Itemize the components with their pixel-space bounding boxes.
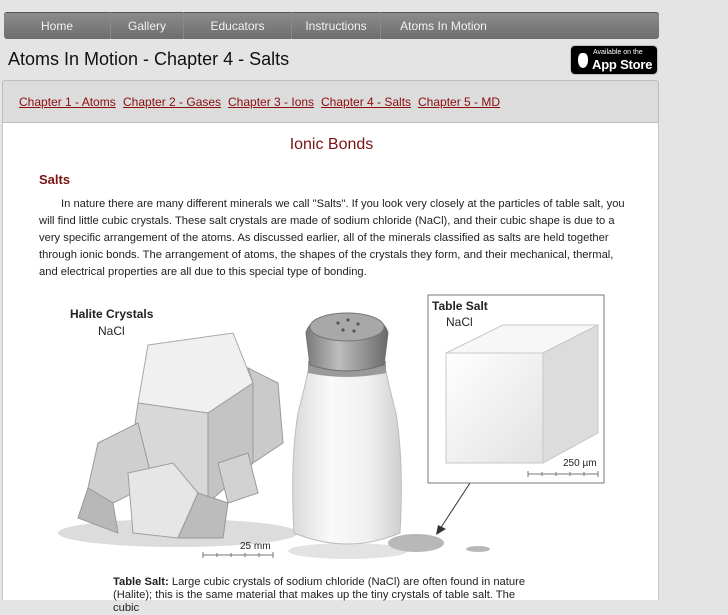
halite-scale-label: 25 mm (240, 541, 271, 552)
apple-icon (578, 53, 588, 68)
figure-caption (113, 576, 543, 615)
nav-instructions[interactable]: Instructions (292, 12, 381, 39)
subhead-salts: Salts (39, 172, 71, 187)
app-store-badge[interactable] (570, 45, 658, 75)
top-nav (4, 12, 659, 39)
halite-scale-bar (203, 552, 273, 558)
nav-educators[interactable]: Educators (184, 12, 292, 39)
content-panel (2, 123, 659, 614)
app-store-line2: App Store (592, 57, 653, 72)
caption-text: Large cubic crystals of sodium chloride (NaCl) are often found in nature (Halite); this is the same material that makes up the tiny crystals of table salt. The cubic (113, 576, 526, 614)
page-title: Atoms In Motion - Chapter 4 - Salts (8, 49, 290, 69)
intro-paragraph: In nature there are many different minerals we call "Salts". If you look very closely at the particles of table salt, you will find little cubic crystals. These salt crystals are made of sodium chloride (NaCl), and their cubic shape is due to a very specific arrangement of the atoms. As discussed earlier, all of the minerals classified as salts are held together through ionic bonds. The arrangement of atoms, the shapes of the crystals they form, and their mechanical, thermal, and electrical properties are all due to this special type of bonding. (39, 198, 625, 278)
salt-cube-image (446, 325, 598, 463)
chapter-nav (2, 80, 659, 123)
table-salt-scale-label: 250 µm (563, 458, 597, 469)
chapter-link-4[interactable]: Chapter 4 - Salts (321, 95, 412, 109)
app-store-line1: Available on the (593, 49, 643, 56)
nav-gallery[interactable]: Gallery (111, 12, 184, 39)
salt-figure (58, 293, 608, 573)
caption-title: Table Salt: (113, 576, 169, 588)
chapter-link-5[interactable]: Chapter 5 - MD (418, 95, 501, 109)
table-salt-formula: NaCl (446, 315, 473, 329)
chapter-link-2[interactable]: Chapter 2 - Gases (123, 95, 222, 109)
halite-crystals-image (78, 333, 283, 538)
section-title: Ionic Bonds (289, 136, 374, 153)
salt-shaker-image (288, 313, 408, 559)
table-salt-label: Table Salt (432, 299, 488, 313)
nav-home[interactable]: Home (4, 12, 111, 39)
chapter-link-3[interactable]: Chapter 3 - Ions (228, 95, 315, 109)
chapter-link-1[interactable]: Chapter 1 - Atoms (19, 95, 116, 109)
callout-arrow (440, 483, 470, 529)
halite-label: Halite Crystals (70, 307, 154, 321)
nav-atoms-in-motion[interactable]: Atoms In Motion (400, 18, 487, 33)
salt-pile (388, 534, 490, 552)
halite-formula: NaCl (98, 324, 125, 338)
arrow-head (436, 525, 446, 535)
